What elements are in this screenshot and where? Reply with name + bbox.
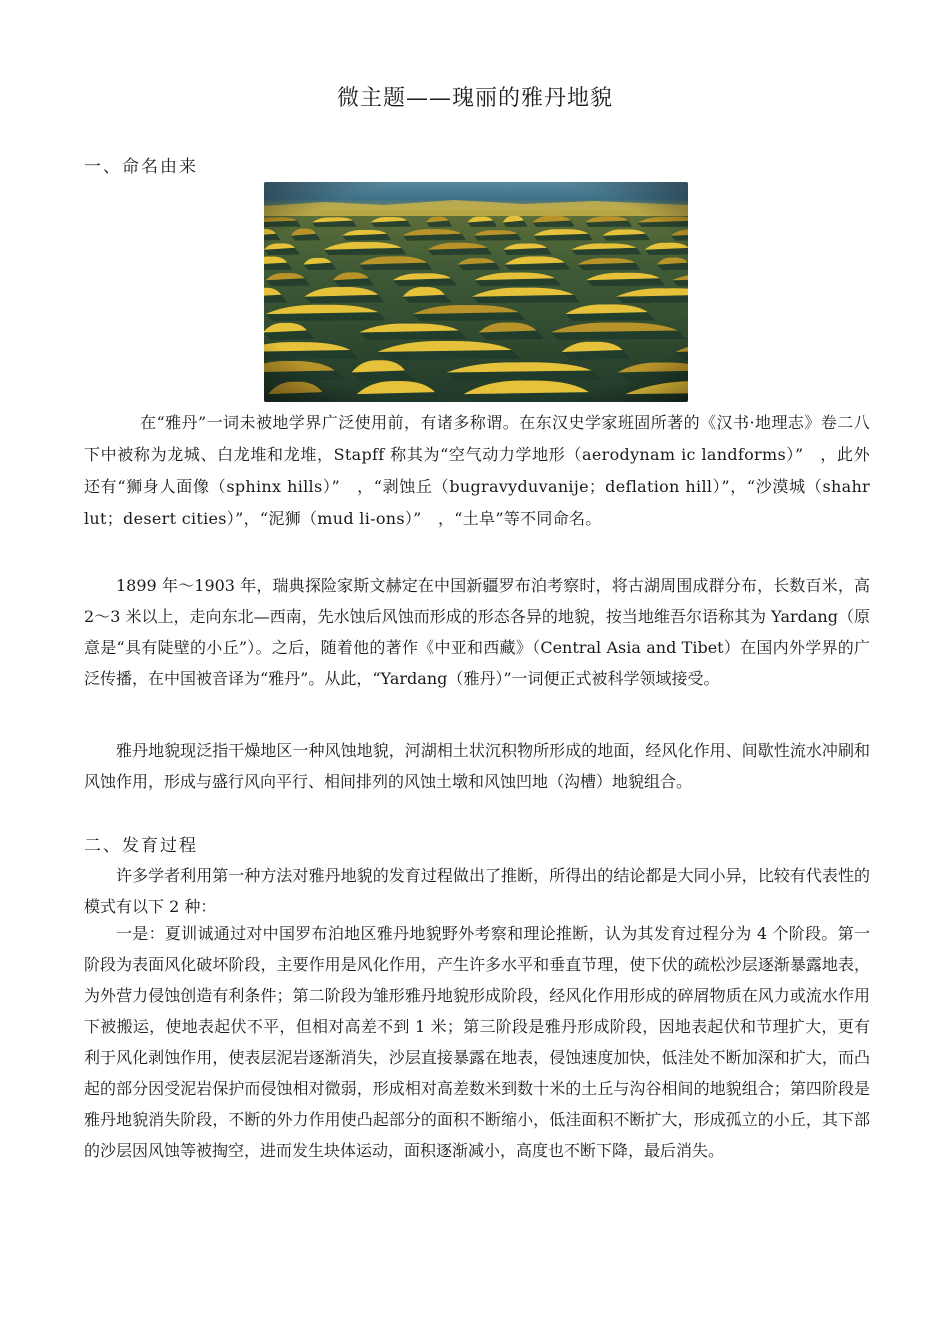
yardang-photo-icon bbox=[264, 182, 688, 402]
paragraph-development-intro: 许多学者利用第一种方法对雅丹地貌的发育过程做出了推断，所得出的结论都是大同小异，比较有代表性的模式有以下 2 种： bbox=[84, 866, 870, 916]
paragraph-definition: 雅丹地貌现泛指干燥地区一种风蚀地貌，河湖相土状沉积物所形成的地面，经风化作用、间歇性流水冲刷和风蚀作用，形成与盛行风向平行、相间排列的风蚀土墩和风蚀凹地（沟槽）地貌组合。 bbox=[84, 741, 870, 791]
page-title: 微主题——瑰丽的雅丹地貌 bbox=[336, 86, 613, 111]
paragraph-sven-hedin: 1899 年～1903 年，瑞典探险家斯文赫定在中国新疆罗布泊考察时，将古湖周围成群分布，长数百米，高 2～3 米以上，走向东北—西南，先水蚀后风蚀而形成的形态各异的地貌，按当地维吾尔语称其为 Yardang（原意是“具有陡壁的小丘”）。之后，随着他的著作《中亚和西藏》（Central Asia and Tibet）在国内外学界的广泛传播，在中国被音译为“雅丹”。从此，“Yardang（雅丹）”一词便正式被科学领域接受。 bbox=[84, 576, 870, 688]
section-heading-naming-origin: 一、命名由来 bbox=[84, 157, 198, 177]
paragraph-naming-history: 在“雅丹”一词未被地学界广泛使用前，有诸多称谓。在东汉史学家班固所著的《汉书·地理志》卷二八下中被称为龙城、白龙堆和龙堆，Stapff 称其为“空气动力学地形（aerodynam ic landforms）” ，此外还有“狮身人面像（sphinx hills）” ，“剥蚀丘（bugravyduvanije；deflation hill）”，“沙漠城（shahr lut；desert cities）”，“泥狮（mud li-ons）” ，“土阜”等不同命名。 bbox=[84, 413, 870, 528]
section-heading-development-process: 二、发育过程 bbox=[84, 836, 198, 856]
yardang-landscape-photo bbox=[264, 182, 688, 402]
paragraph-development-stages: 一是：夏训诚通过对中国罗布泊地区雅丹地貌野外考察和理论推断，认为其发育过程分为 4 个阶段。第一阶段为表面风化破坏阶段，主要作用是风化作用，产生许多水平和垂直节理，使下伏的疏松沙层逐渐暴露地表，为外营力侵蚀创造有利条件；第二阶段为雏形雅丹地貌形成阶段，经风化作用形成的碎屑物质在风力或流水作用下被搬运，使地表起伏不平，但相对高差不到 1 米；第三阶段是雅丹形成阶段，因地表起伏和节理扩大，更有利于风化剥蚀作用，使表层泥岩逐渐消失，沙层直接暴露在地表，侵蚀速度加快，低洼处不断加深和扩大，而凸起的部分因受泥岩保护而侵蚀相对微弱，形成相对高差数米到数十米的土丘与沟谷相间的地貌组合；第四阶段是雅丹地貌消失阶段，不断的外力作用使凸起部分的面积不断缩小，低洼面积不断扩大，形成孤立的小丘，其下部的沙层因风蚀等被掏空，进而发生块体运动，面积逐渐减小，高度也不断下降，最后消失。 bbox=[84, 924, 870, 1160]
